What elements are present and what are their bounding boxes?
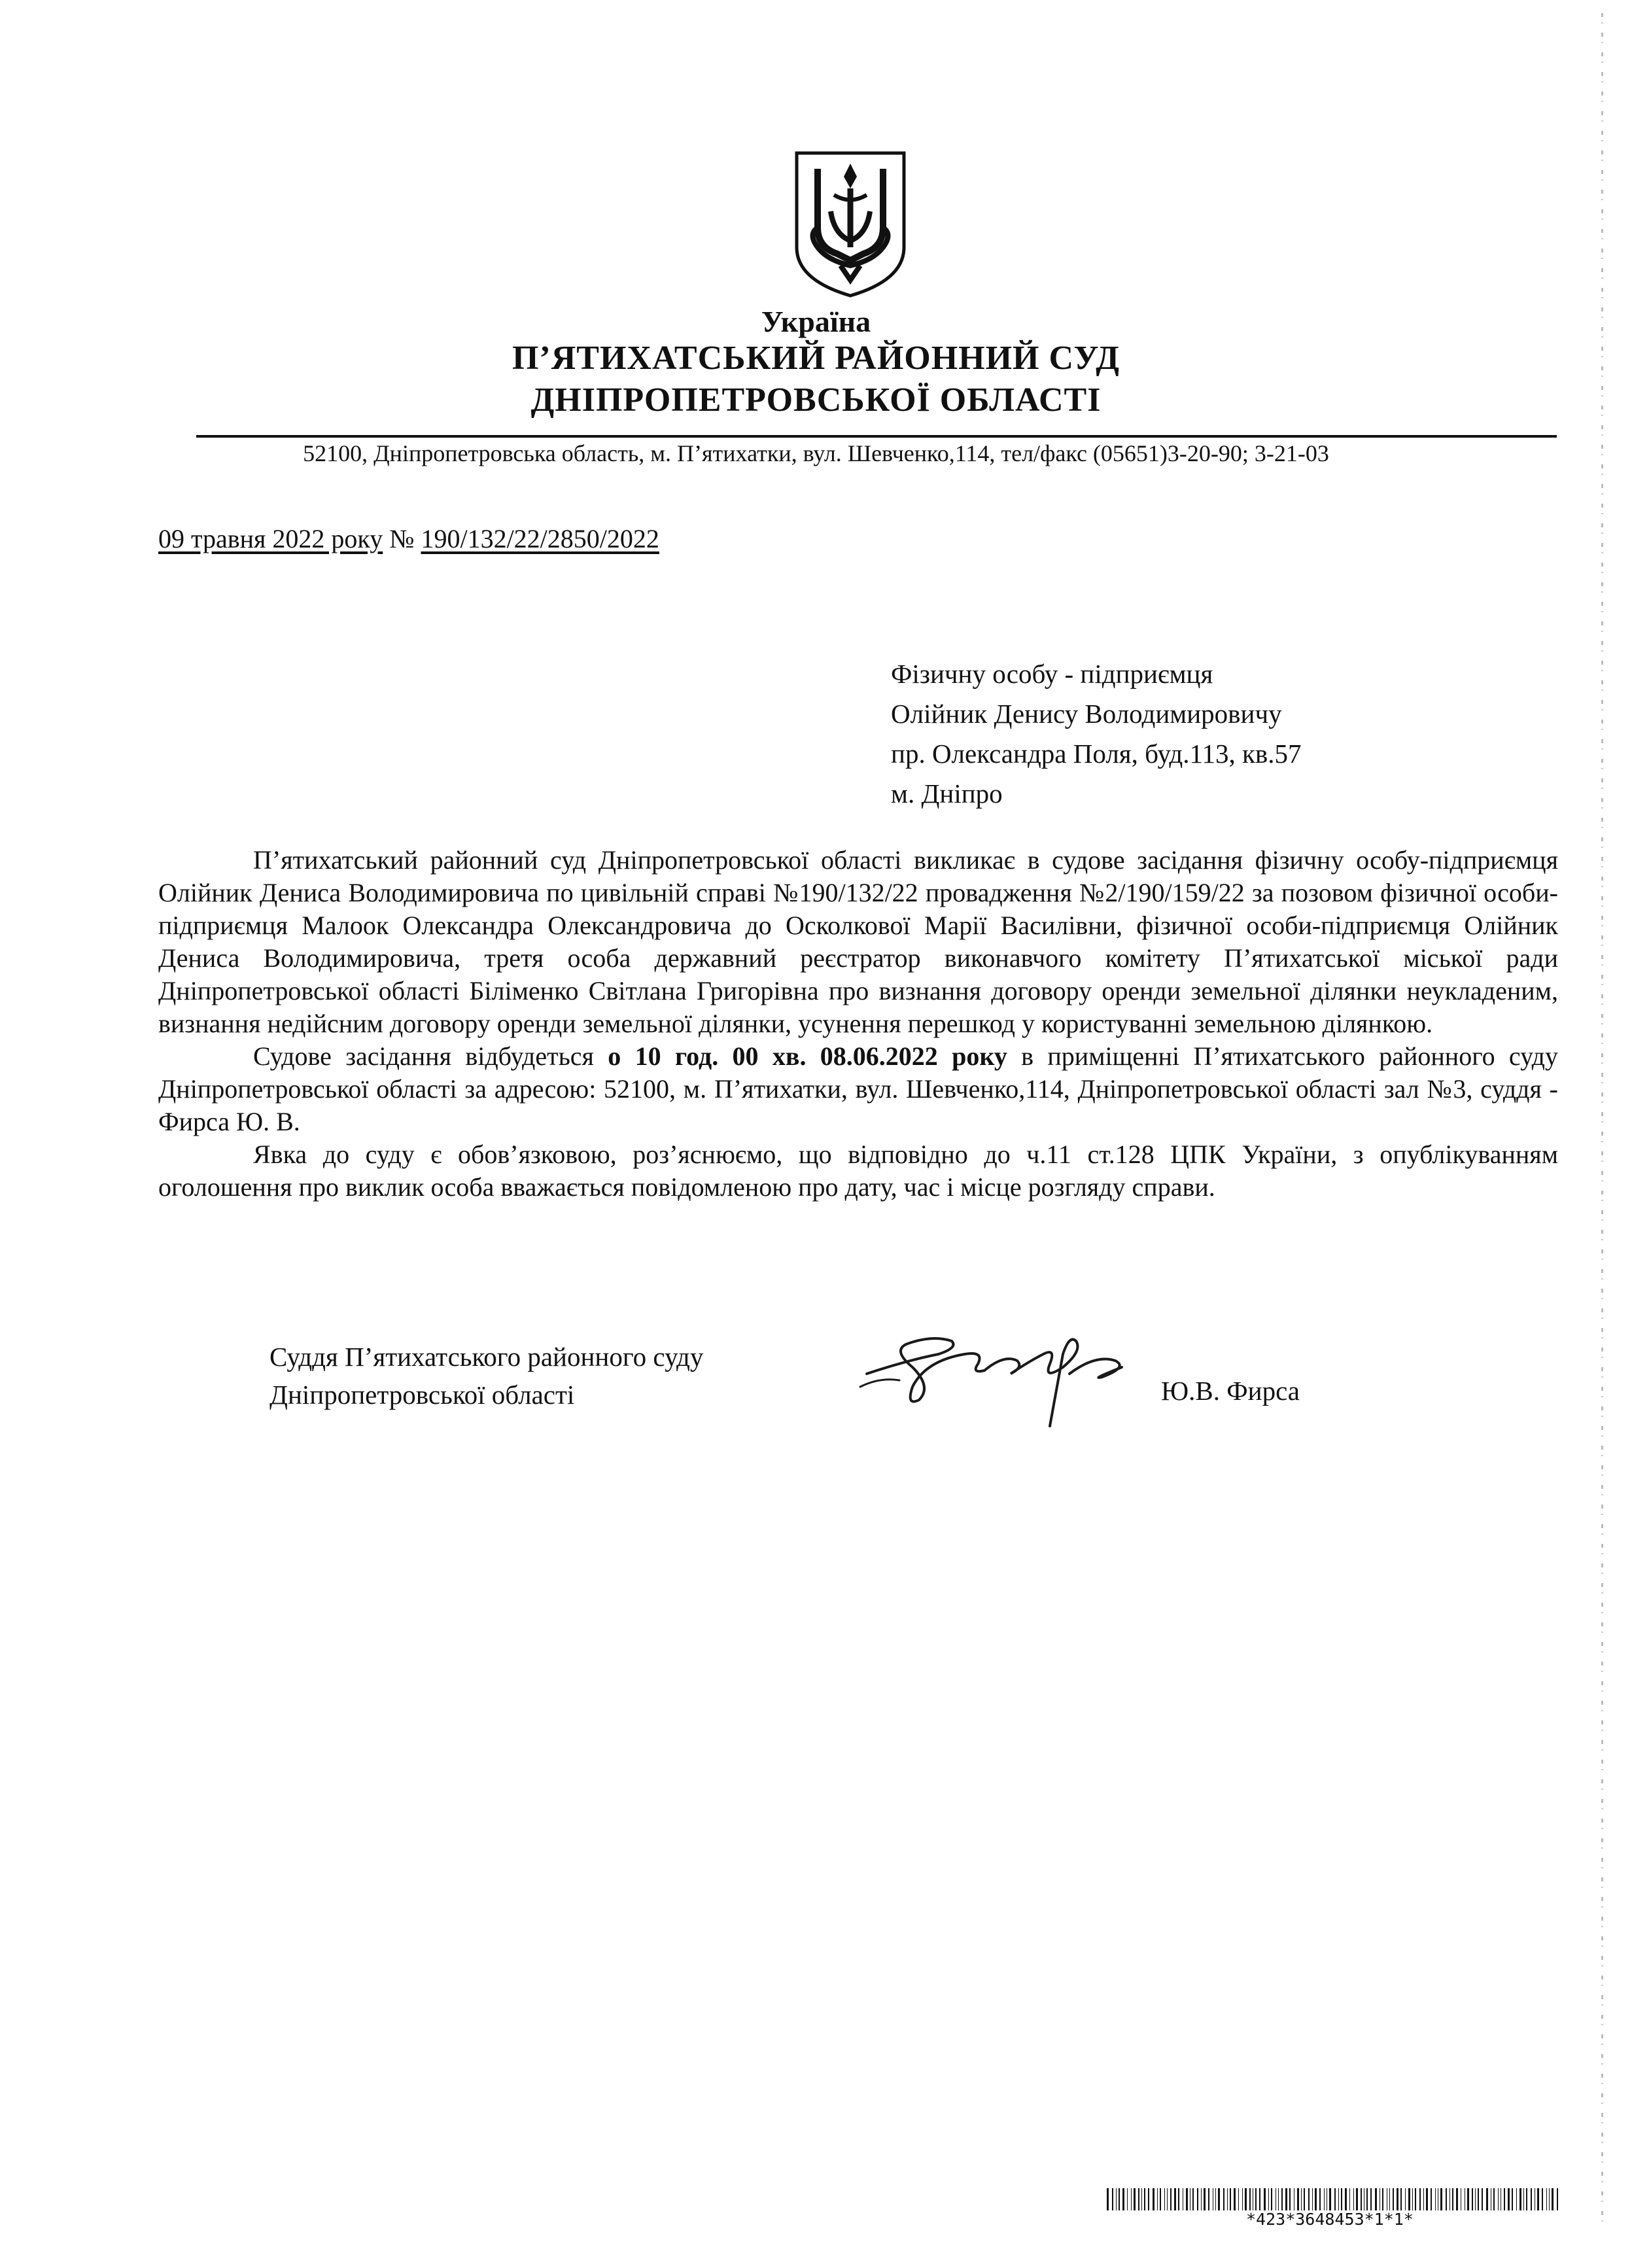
recipient-name: Олійник Денису Володимировичу	[891, 699, 1282, 729]
recipient-line: Фізичну особу - підприємця	[891, 659, 1213, 689]
signatory-name: Ю.В. Фирса	[1161, 1376, 1300, 1406]
outgoing-reference	[158, 523, 659, 554]
court-region: ДНІПРОПЕТРОВСЬКОЇ ОБЛАСТІ	[530, 381, 1102, 419]
number-sign: №	[389, 524, 415, 553]
signatory-title-line: Суддя П’ятихатського районного суду	[269, 1342, 704, 1372]
hearing-datetime: о 10 год. 00 хв. 08.06.2022 року	[608, 1041, 1007, 1071]
paragraph-summons: П’ятихатський районний суд Дніпропетровської області викликає в судове засідання фізичну особу-підприємця Олійник Дениса Володимировича по цивільній справі №190/132/22 провадження №2/190/159/22 за позовом фізичної особи-підприємця Малоок Олександра Олександровича до Осколкової Марії Василівни, фізичної особи-підприємця Олійник Дениса Володимировича, третя особа державний реєстратор виконавчого комітету П’ятихатської міської ради Дніпропетровської області Біліменко Світлана Григорівна про визнання договору оренди земельної ділянки неукладеним, визнання недійсним договору оренди земельної ділянки, усунення перешкод у користуванні земельною ділянкою.	[158, 845, 1558, 1038]
header-divider	[196, 435, 1557, 438]
hearing-location: в приміщенні П’ятихатського районного суду Дніпропетровської області за адресою: 52100, м. П’ятихатки, вул. Шевченко,114, Дніпропетровської області зал №3, суддя - Фирса Ю. В.	[158, 1041, 1558, 1136]
signatory-title-line: Дніпропетровської області	[269, 1380, 575, 1410]
handwritten-signature	[854, 1315, 1148, 1433]
outgoing-number: 190/132/22/2850/2022	[421, 524, 659, 553]
coat-of-arms-icon	[791, 149, 909, 300]
court-address: 52100, Дніпропетровська область, м. П’ятихатки, вул. Шевченко,114, тел/факс (05651)3-20-90; 3-21-03	[303, 440, 1329, 466]
recipient-street: пр. Олександра Поля, буд.113, кв.57	[891, 739, 1302, 769]
outgoing-date: 09 травня 2022 року	[158, 524, 383, 553]
paragraph-attendance: Явка до суду є обов’язковою, роз’яснюємо, що відповідно до ч.11 ст.128 ЦПК України, з опублікуванням оголошення про виклик особа вважається повідомленою про дату, час і місце розгляду справи.	[158, 1140, 1558, 1202]
signatory-title	[269, 1338, 703, 1414]
recipient-city: м. Дніпро	[891, 778, 1003, 809]
country-title: Україна	[761, 305, 871, 338]
letter-body	[158, 844, 1558, 1204]
hearing-intro: Судове засідання відбудеться	[253, 1041, 594, 1071]
barcode-icon	[1107, 2188, 1558, 2210]
recipient-block	[891, 654, 1301, 814]
paragraph-hearing	[158, 1040, 1558, 1138]
barcode-text: *423*3648453*1*1*	[1246, 2210, 1414, 2229]
court-name: П’ЯТИХАТСЬКИЙ РАЙОННИЙ СУД	[512, 340, 1120, 377]
